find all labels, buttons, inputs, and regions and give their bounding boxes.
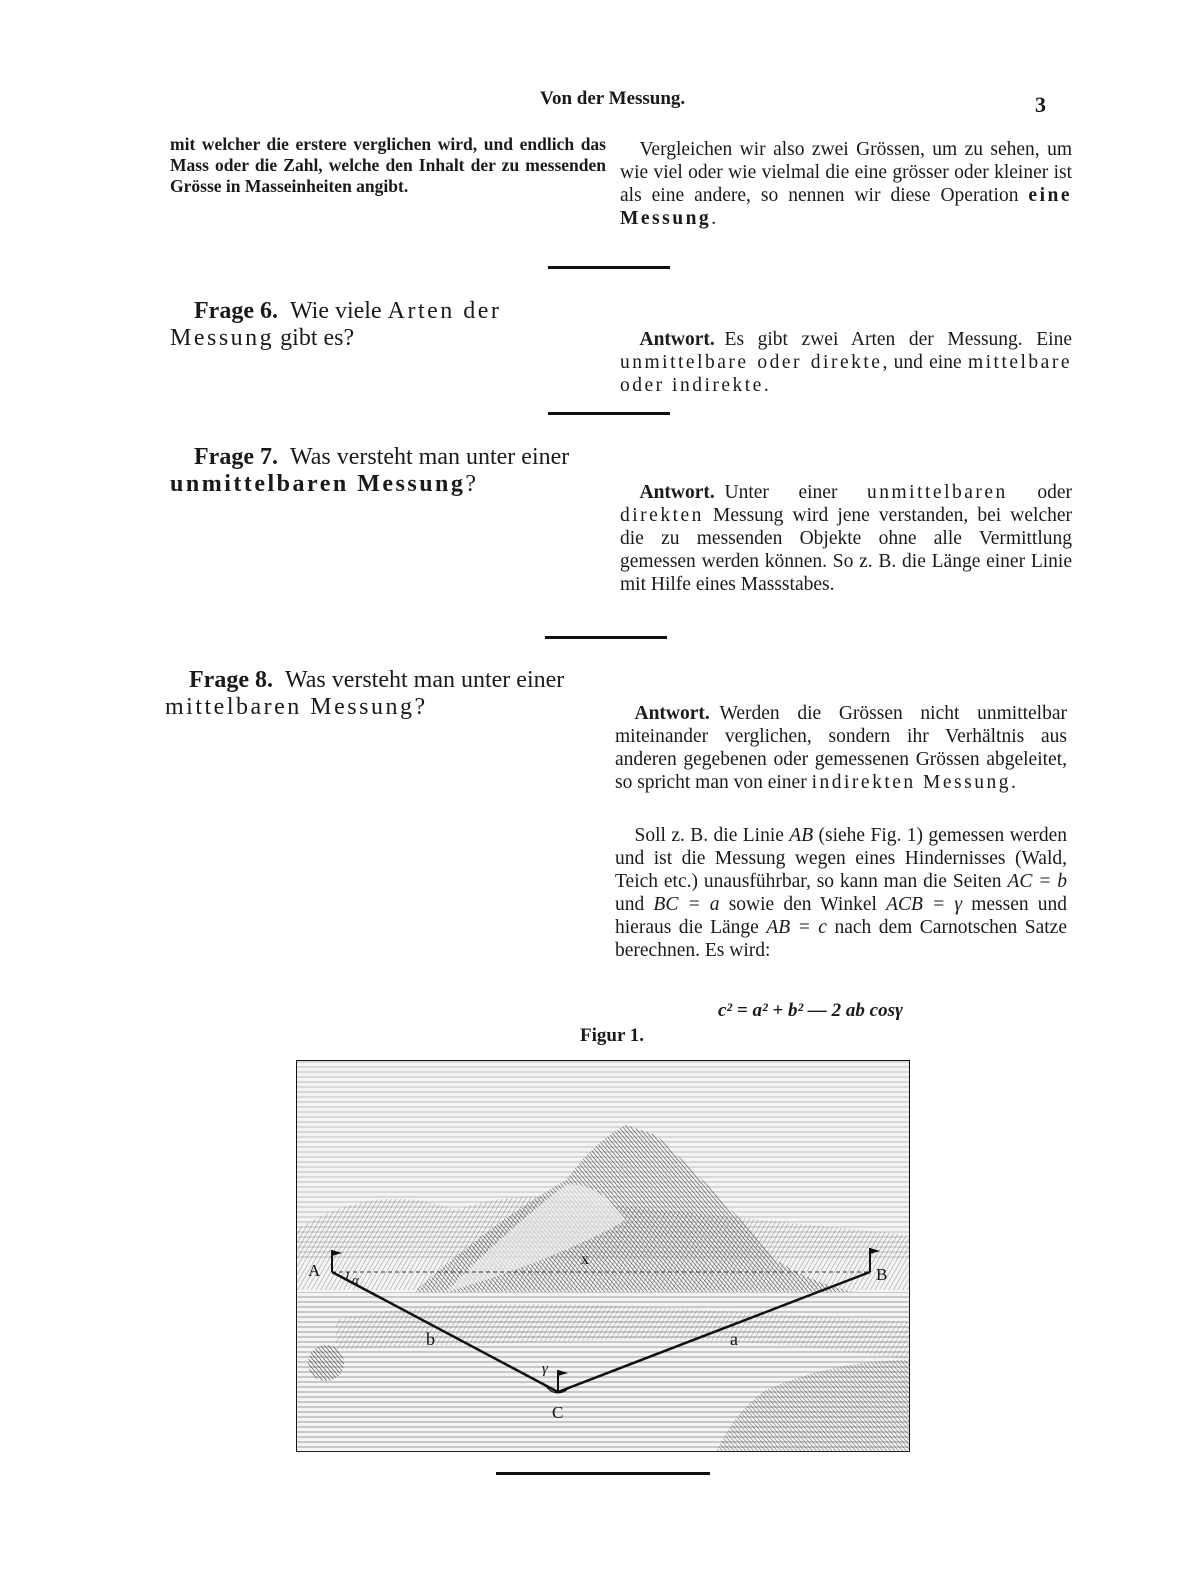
answer-6 — [620, 328, 1072, 397]
question-8-emphasis: mittelbaren Messung — [165, 694, 415, 720]
continuation-right-text: Vergleichen wir also zwei Grössen, um zu sehen, um wie viel oder wie vielmal die eine grösser oder kleiner ist als eine andere, so nennen wir diese Operation — [620, 139, 1072, 206]
answer-8-label: Antwort. — [634, 703, 710, 724]
p2-text-f: nach dem Carnotschen Satze berechnen. Es wird: — [615, 917, 1067, 961]
point-c-label: C — [552, 1403, 564, 1422]
p2-text-b: (siehe Fig. 1) gemessen werden und ist die Messung wegen eines Hindernisses (Wald, Teich etc.) unausführbar, so kann man die Seiten — [615, 825, 1067, 892]
question-7-emphasis: unmittelbaren Messung — [170, 471, 466, 497]
p2-text-c: und — [615, 894, 654, 915]
question-8-text: Was versteht man unter einer — [284, 667, 565, 693]
answer-8-emphasis: indirekten Messung — [811, 772, 1011, 793]
continuation-right — [620, 138, 1072, 230]
point-b-label: B — [876, 1265, 888, 1284]
answer-7-text: Unter einer — [724, 482, 867, 503]
running-header: Von der Messung. — [540, 88, 686, 109]
continuation-right-emphasis: eine Messung — [620, 185, 1072, 229]
question-6-label: Frage 6. — [194, 298, 278, 324]
figure-1 — [296, 1060, 910, 1452]
question-8-end: ? — [414, 694, 426, 720]
page-end-divider — [496, 1472, 710, 1475]
answer-6-end: . — [763, 375, 769, 396]
answer-7 — [620, 481, 1072, 596]
p2-var-ab: AB — [789, 825, 814, 846]
answer-8-paragraph-2 — [615, 824, 1067, 962]
x-label: x — [581, 1251, 589, 1268]
formula: c² = a² + b² — 2 ab cosγ — [718, 1000, 903, 1021]
answer-8 — [615, 702, 1067, 794]
p2-var-angle: ACB = γ — [886, 894, 963, 915]
answer-7-end: Messung wird jene verstanden, bei welcher die zu messenden Objekte ohne alle Vermittlung gemessen werden können. So z. B. die Länge einer Linie mit Hilfe eines Massstabes. — [620, 505, 1072, 595]
answer-8-end: . — [1010, 772, 1016, 793]
figure-1-illustration — [296, 1060, 910, 1452]
question-6-text: Wie viele — [289, 298, 388, 324]
tree — [308, 1345, 344, 1381]
question-6 — [170, 298, 606, 352]
question-6-emphasis: Arten der Messung — [170, 298, 502, 351]
question-7-end: ? — [465, 471, 477, 497]
p2-var-bca: BC = a — [653, 894, 720, 915]
question-8 — [165, 667, 601, 721]
continuation-left: mit welcher die erstere verglichen wird, und endlich das Mass oder die Zahl, welche den Inhalt der zu messenden Grösse in Masseinheiten angibt. — [170, 134, 606, 196]
alpha-label: α — [352, 1272, 359, 1287]
side-a-label: a — [730, 1329, 738, 1349]
answer-7-emphasis-2: direkten — [620, 505, 704, 526]
p2-var-abc: AB = c — [766, 917, 827, 938]
question-7 — [170, 444, 606, 498]
point-a-label: A — [308, 1261, 321, 1280]
question-7-label: Frage 7. — [194, 444, 278, 470]
answer-6-emphasis-2: mittelbare oder indirekte — [620, 352, 1072, 396]
answer-7-mid: oder — [1007, 482, 1073, 503]
answer-7-label: Antwort. — [639, 482, 715, 503]
answer-7-emphasis-1: unmittelbaren — [867, 482, 1008, 503]
p2-var-acb: AC = b — [1007, 871, 1068, 892]
answer-8-text: Werden die Grössen nicht unmittelbar miteinander verglichen, sondern ihr Verhältnis aus anderen gegebenen oder gemessenen Grössen abgeleitet, so spricht man von einer — [615, 703, 1067, 793]
side-b-label: b — [426, 1329, 435, 1349]
answer-6-emphasis-1: unmittelbare oder direkte — [620, 352, 883, 373]
figure-caption: Figur 1. — [580, 1025, 645, 1046]
question-8-label: Frage 8. — [189, 667, 273, 693]
answer-6-mid: , und eine — [882, 352, 968, 373]
p2-text-e: messen und hieraus die Länge — [615, 894, 1068, 938]
page-number: 3 — [1035, 92, 1046, 117]
section-divider — [548, 412, 670, 415]
continuation-right-end: . — [711, 208, 717, 229]
section-divider — [545, 636, 667, 639]
answer-6-text: Es gibt zwei Arten der Messung. Eine — [724, 329, 1072, 350]
p2-text-d: sowie den Winkel — [719, 894, 887, 915]
p2-text-a: Soll z. B. die Linie — [634, 825, 790, 846]
question-6-end: gibt es? — [274, 325, 355, 351]
section-divider — [548, 266, 670, 269]
gamma-label: γ — [542, 1361, 548, 1377]
question-7-text: Was versteht man unter einer — [289, 444, 570, 470]
answer-6-label: Antwort. — [639, 329, 715, 350]
